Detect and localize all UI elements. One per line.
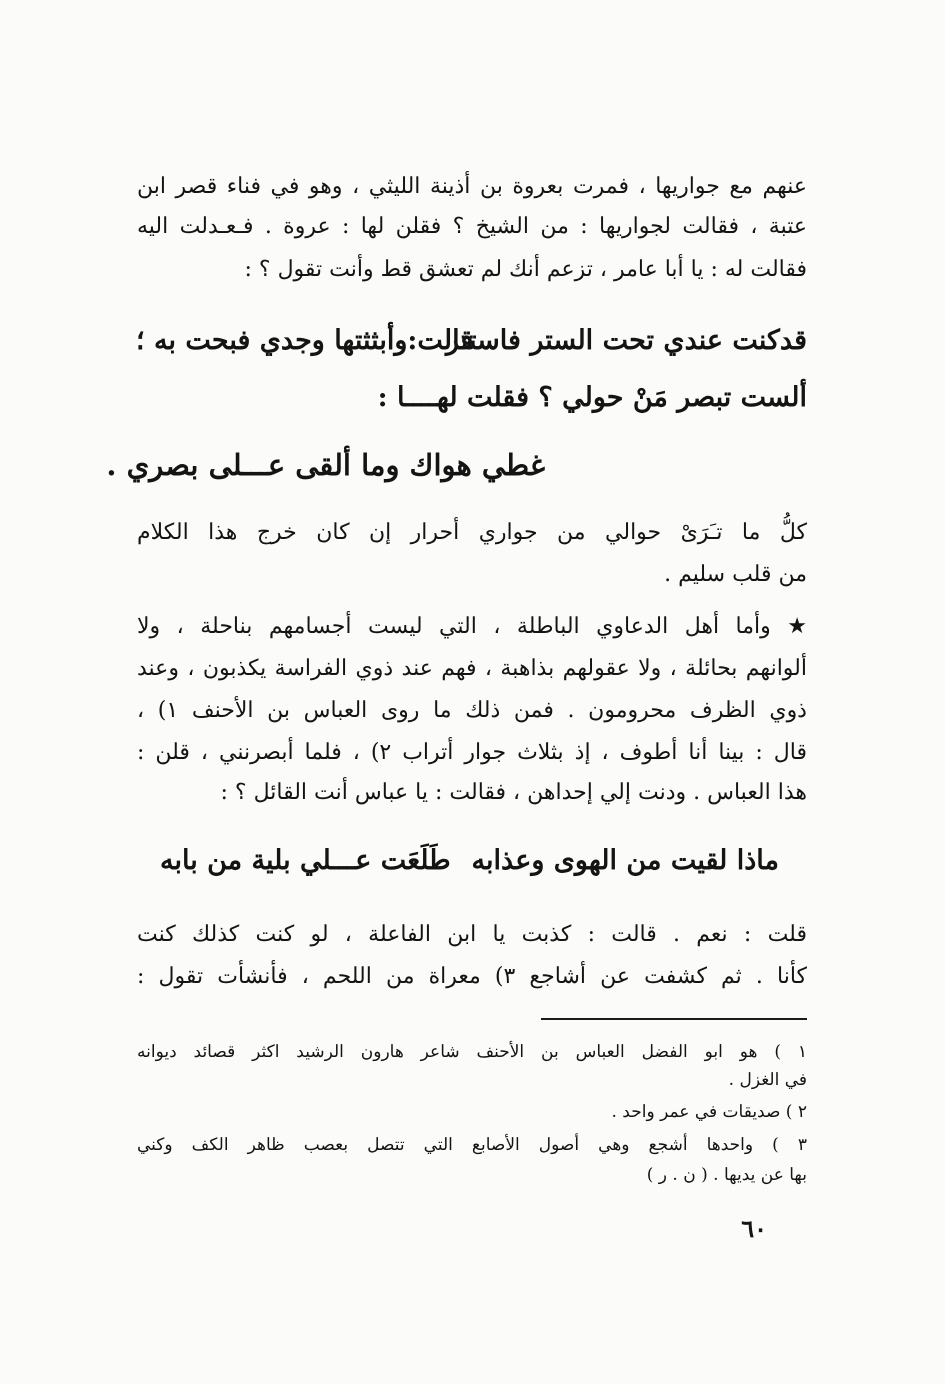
verse-2-second-hemistich: طَلَعَت عـــلي بلية من بابه [160,845,451,876]
verse-1-line-2: ألست تبصر مَنْ حولي ؟ فقلت لهــــا : [377,382,807,413]
paragraph-2-line-1: كلُّ ما تـَرَىْ حوالي من جواري أحرار إن كان خرج هذا الكلام [137,520,807,545]
footnote-separator [541,1018,807,1020]
paragraph-3-line-4: قال : بينا أنا أطوف ، إذ بثلاث جوار أتراب ٢) ، فلما أبصرنني ، قلن : [137,740,807,765]
footnote-3-line-2: بها عن يديها . ( ن . ر ) [646,1165,807,1185]
verse-2-first-hemistich: ماذا لقيت من الهوى وعذابه [471,845,779,876]
paragraph-3-line-1: ★ وأما أهل الدعاوي الباطلة ، التي ليست أجسامهم بناحلة ، ولا [137,614,807,639]
footnote-1-line-2: في الغزل . [728,1070,807,1090]
verse-1-first-hemistich: قدكنت عندي تحت الستر فاستتر [445,325,807,356]
paragraph-3-line-2: ألوانهم بحائلة ، ولا عقولهم بذاهبة ، فهم عند ذوي الفراسة يكذبون ، وعند [137,656,807,681]
paragraph-1-line-3: فقالت له : يا أبا عامر ، تزعم أنك لم تعشق قط وأنت تقول ؟ : [244,257,807,282]
paragraph-1-line-2: عتبة ، فقالت لجواريها : من الشيخ ؟ فقلن لها : عروة . فـعـدلت اليه [137,214,807,239]
paragraph-4-line-1: قلت : نعم . قالت : كذبت يا ابن الفاعلة ، لو كنت كذلك كنت [137,922,807,947]
footnote-1-line-1: ١ ) هو ابو الفضل العباس بن الأحنف شاعر هارون الرشيد اكثر قصائد ديوانه [137,1042,807,1062]
paragraph-1-line-1: عنهم مع جواريها ، فمرت بعروة بن أذينة الليثي ، وهو في فناء قصر ابن [137,174,807,199]
verse-1-line-3: غطي هواك وما ألقى عـــلى بصري . [106,448,545,482]
footnote-2: ٢ ) صديقات في عمر واحد . [611,1102,807,1122]
paragraph-2-line-2: من قلب سليم . [664,562,807,587]
paragraph-4-line-2: كأنا . ثم كشفت عن أشاجع ٣) معراة من اللحم ، فأنشأت تقول : [137,964,808,989]
paragraph-3-line-5: هذا العباس . ودنت إلي إحداهن ، فقالت : يا عباس أنت القائل ؟ : [220,780,807,805]
verse-1-second-hemistich: قالت:وأبثثتها وجدي فبحت به ؛ [136,325,474,356]
footnote-3-line-1: ٣ ) واحدها أشجع وهي أصول الأصابع التي تتصل بعصب ظاهر الكف وكني [137,1135,807,1155]
paragraph-3-line-3: ذوي الظرف محرومون . فمن ذلك ما روى العباس بن الأحنف ١) ، [137,698,807,723]
page-number: ٦٠ [741,1214,767,1243]
